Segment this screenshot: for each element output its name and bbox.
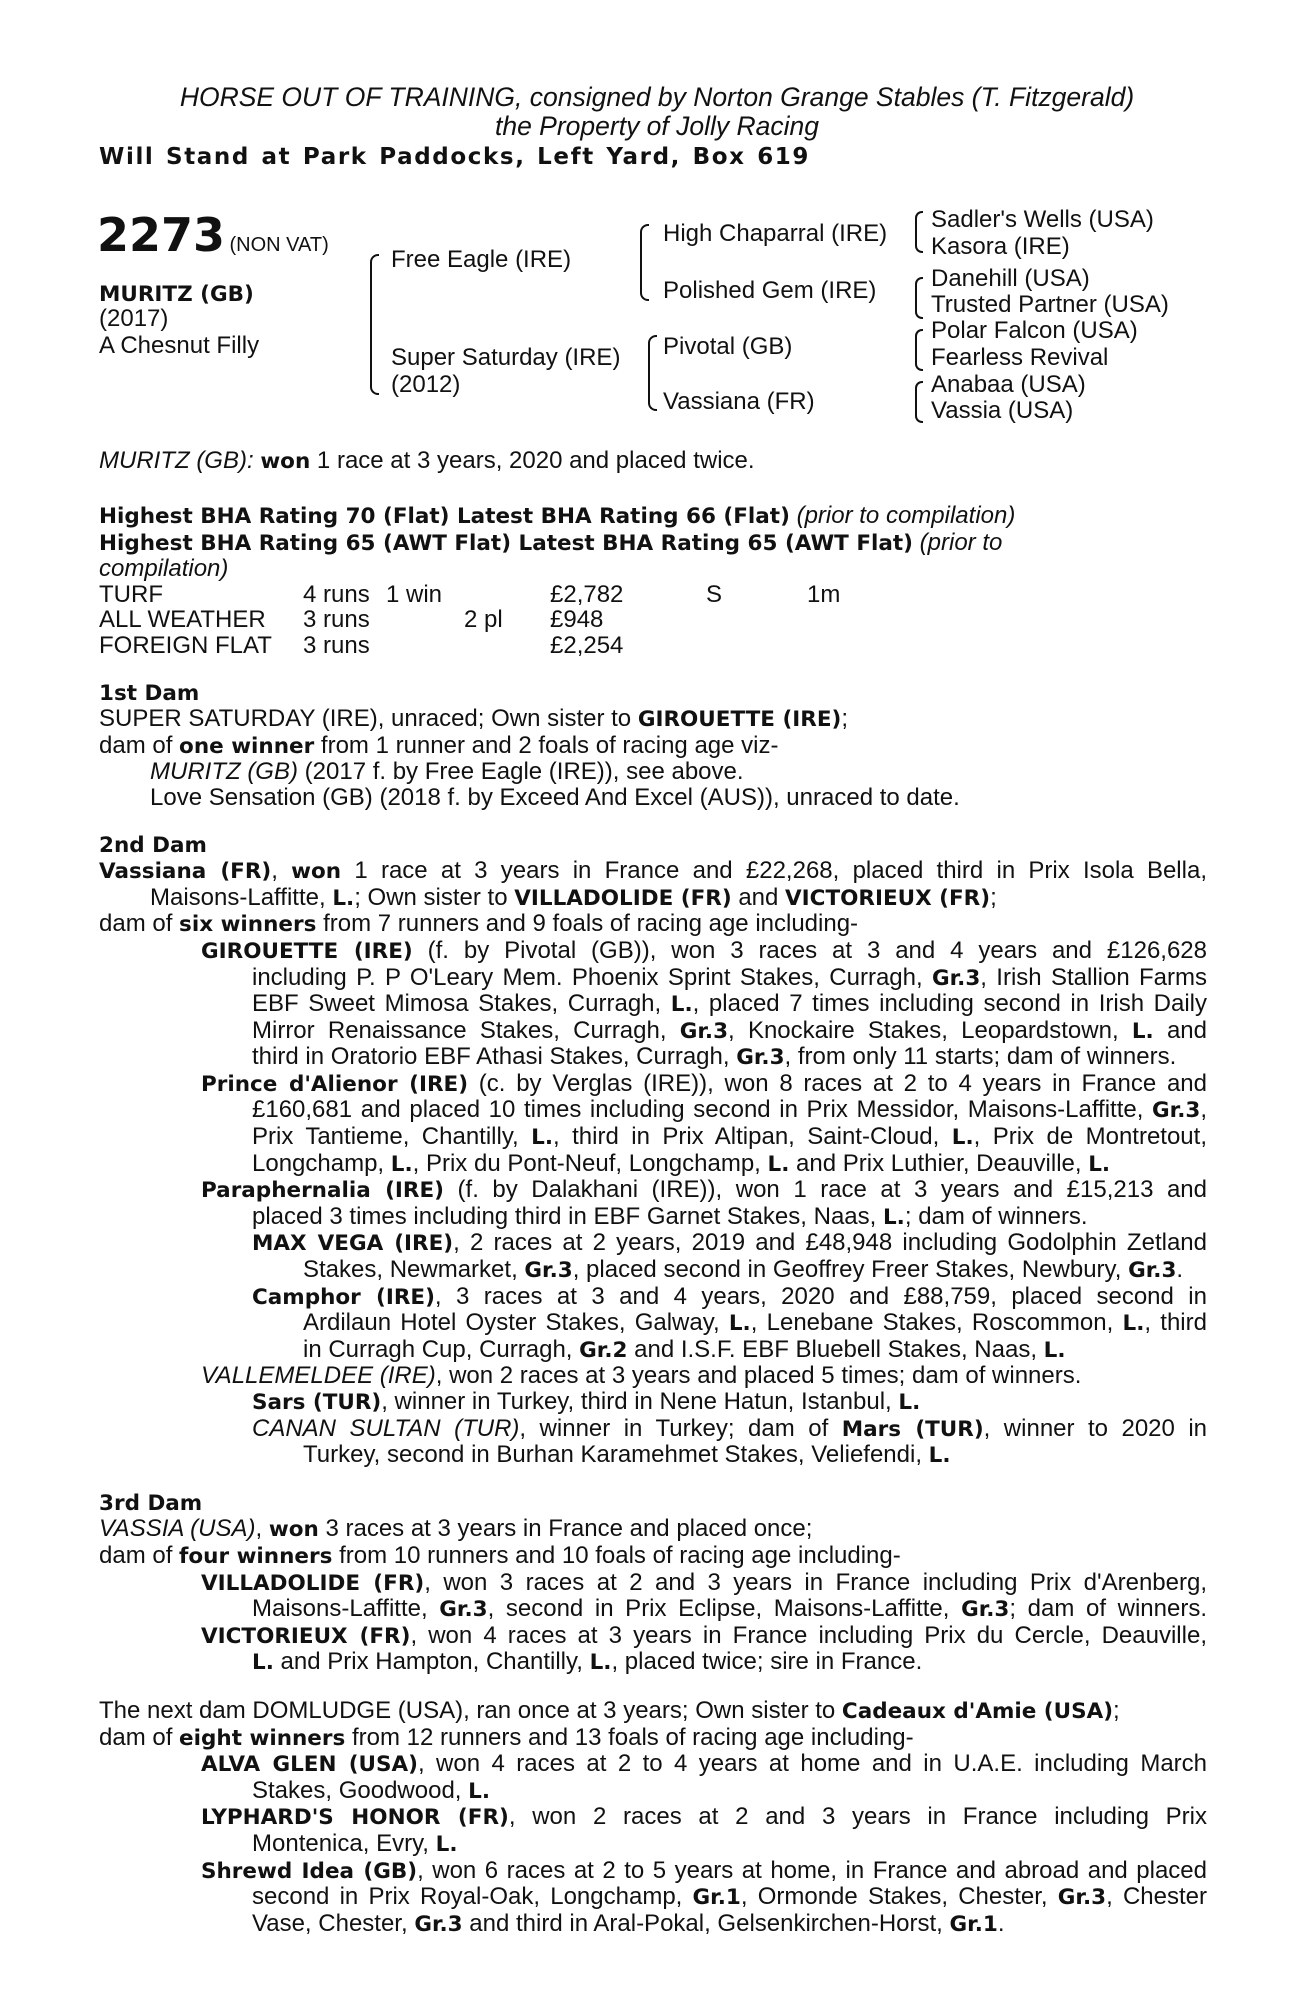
dam3-line: dam of four winners from 10 runners and 10 foals of racing age including-: [99, 1541, 901, 1569]
consignor-line: HORSE OUT OF TRAINING, consigned by Norton Grange Stables (T. Fitzgerald): [179, 82, 1135, 112]
next-dam-line: Vase, Chester, Gr.3 and third in Aral-Pokal, Gelsenkirchen-Horst, Gr.1.: [252, 1909, 1005, 1937]
dam3-line: L. and Prix Hampton, Chantilly, L., placed twice; sire in France.: [252, 1648, 923, 1676]
dam2-line: third in Oratorio EBF Athasi Stakes, Curragh, Gr.3, from only 11 starts; dam of winners.: [252, 1043, 1177, 1071]
dam-brace: [648, 335, 657, 411]
g4-brace: [915, 381, 923, 423]
first-dam-heading: 1st Dam: [99, 680, 200, 706]
g3-brace: [915, 329, 923, 371]
lot-number: 2273: [97, 208, 226, 262]
gen3-4: Trusted Partner (USA): [931, 291, 1169, 318]
dam2-line: including P. P O'Leary Mem. Phoenix Sprint Stakes, Curragh, Gr.3, Irish Stallion Farms: [252, 963, 1208, 991]
property-line: the Property of Jolly Racing: [494, 111, 820, 141]
dam2-line: Prince d'Alienor (IRE) (c. by Verglas (IRE)), won 8 races at 2 to 4 years in France and: [201, 1069, 1208, 1097]
dam-dam: Vassiana (FR): [663, 388, 815, 415]
record-row: TURF 4 runs 1 win £2,782 S 1m: [99, 580, 841, 608]
dam2-line: Camphor (IRE), 3 races at 3 and 4 years, 2020 and £88,759, placed second in: [252, 1282, 1207, 1310]
dam3-line: VILLADOLIDE (FR), won 3 races at 2 and 3 years in France including Prix d'Arenberg,: [201, 1568, 1207, 1596]
dam2-line: Maisons-Laffitte, L.; Own sister to VILLADOLIDE (FR) and VICTORIEUX (FR);: [150, 883, 997, 911]
next-dam-line: Stakes, Goodwood, L.: [252, 1776, 491, 1804]
dam2-line: GIROUETTE (IRE) (f. by Pivotal (GB)), won 3 races at 3 and 4 years and £126,628: [201, 936, 1208, 964]
third-dam-heading: 3rd Dam: [99, 1490, 203, 1516]
gen3-1: Sadler's Wells (USA): [931, 206, 1154, 233]
dam2-line: CANAN SULTAN (TUR), winner in Turkey; dam of Mars (TUR), winner to 2020 in: [252, 1414, 1208, 1442]
g2-brace: [915, 277, 923, 319]
vat-status: (NON VAT): [229, 234, 329, 256]
location-line: Will Stand at Park Paddocks, Left Yard, Box 619: [99, 144, 810, 170]
dam3-line: Maisons-Laffitte, Gr.3, second in Prix Eclipse, Maisons-Laffitte, Gr.3; dam of winners.: [252, 1595, 1207, 1623]
dam2-line: Turkey, second in Burhan Karamehmet Stakes, Veliefendi, L.: [303, 1441, 951, 1469]
gen3-6: Fearless Revival: [931, 344, 1109, 371]
dam2-line: in Curragh Cup, Curragh, Gr.2 and I.S.F. EBF Bluebell Stakes, Naas, L.: [303, 1335, 1066, 1363]
g1-brace: [915, 211, 923, 253]
record-row: FOREIGN FLAT 3 runs £2,254: [99, 631, 624, 659]
dam2-line: dam of six winners from 7 runners and 9 foals of racing age including-: [99, 910, 859, 938]
lot-number-row: [97, 210, 329, 260]
sire-dam-brace: [370, 254, 379, 395]
record-row: ALL WEATHER 3 runs 2 pl £948: [99, 606, 604, 634]
gen3-5: Polar Falcon (USA): [931, 317, 1138, 344]
dam3-line: VASSIA (USA), won 3 races at 3 years in France and placed once;: [99, 1515, 813, 1543]
foaling-year: (2017): [99, 305, 169, 332]
horse-description: A Chesnut Filly: [99, 332, 260, 359]
gen3-8: Vassia (USA): [931, 397, 1074, 424]
rating-line-3: compilation): [99, 555, 229, 583]
dam2-line: Stakes, Newmarket, Gr.3, placed second in Geoffrey Freer Stakes, Newbury, Gr.3.: [303, 1256, 1184, 1284]
dam: Super Saturday (IRE): [391, 344, 621, 371]
race-summary: MURITZ (GB): won 1 race at 3 years, 2020 and placed twice.: [99, 447, 755, 474]
second-dam-heading: 2nd Dam: [99, 832, 207, 858]
gen3-3: Danehill (USA): [931, 265, 1090, 292]
dam1-line: Love Sensation (GB) (2018 f. by Exceed And Excel (AUS)), unraced to date.: [150, 783, 960, 811]
next-dam-line: The next dam DOMLUDGE (USA), ran once at 3 years; Own sister to Cadeaux d'Amie (USA);: [99, 1696, 1120, 1724]
dam2-line: Paraphernalia (IRE) (f. by Dalakhani (IRE)), won 1 race at 3 years and £15,213 and: [201, 1176, 1208, 1204]
rating-line-2: Highest BHA Rating 65 (AWT Flat) Latest BHA Rating 65 (AWT Flat) (prior to: [99, 528, 1003, 556]
dam-year: (2012): [391, 371, 461, 398]
dam-sire: Pivotal (GB): [663, 333, 793, 360]
dam2-line: Longchamp, L., Prix du Pont-Neuf, Longchamp, L. and Prix Luthier, Deauville, L.: [252, 1149, 1111, 1177]
dam2-line: Sars (TUR), winner in Turkey, third in Nene Hatun, Istanbul, L.: [252, 1388, 921, 1415]
dam2-line: placed 3 times including third in EBF Garnet Stakes, Naas, L.; dam of winners.: [252, 1202, 1088, 1230]
race-record-table: [99, 582, 1207, 659]
sire-sire: High Chaparral (IRE): [663, 220, 888, 247]
dam2-line: Vassiana (FR), won 1 race at 3 years in France and £22,268, placed third in Prix Isola Bella,: [99, 857, 1207, 885]
dam1-line: dam of one winner from 1 runner and 2 foals of racing age viz-: [99, 731, 779, 759]
dam2-line: Ardilaun Hotel Oyster Stakes, Galway, L., Lenebane Stakes, Roscommon, L., third: [303, 1309, 1207, 1337]
sire-dam: Polished Gem (IRE): [663, 277, 877, 304]
next-dam-line: second in Prix Royal-Oak, Longchamp, Gr.1, Ormonde Stakes, Chester, Gr.3, Chester: [252, 1883, 1207, 1911]
catalogue-text: [99, 503, 1207, 1937]
dam2-line: MAX VEGA (IRE), 2 races at 2 years, 2019 and £48,948 including Godolphin Zetland: [252, 1229, 1207, 1257]
dam1-line: MURITZ (GB) (2017 f. by Free Eagle (IRE)), see above.: [150, 758, 744, 786]
horse-name: MURITZ (GB): [99, 282, 254, 307]
dam1-line: SUPER SATURDAY (IRE), unraced; Own sister to GIROUETTE (IRE);: [99, 705, 849, 733]
next-dam-line: Shrewd Idea (GB), won 6 races at 2 to 5 years at home, in France and abroad and placed: [201, 1856, 1207, 1884]
dam2-line: Prix Tantieme, Chantilly, L., third in Prix Altipan, Saint-Cloud, L., Prix de Montretout,: [252, 1123, 1207, 1151]
sire-brace: [640, 224, 649, 301]
sire: Free Eagle (IRE): [391, 246, 572, 273]
dam3-line: VICTORIEUX (FR), won 4 races at 3 years in France including Prix du Cercle, Deauville,: [201, 1621, 1207, 1649]
rating-line-1: Highest BHA Rating 70 (Flat) Latest BHA Rating 66 (Flat) (prior to compilation): [99, 502, 1016, 529]
gen3-7: Anabaa (USA): [931, 371, 1086, 398]
dam2-line: Mirror Renaissance Stakes, Curragh, Gr.3, Knockaire Stakes, Leopardstown, L. and: [252, 1016, 1207, 1044]
next-dam-line: ALVA GLEN (USA), won 4 races at 2 to 4 years at home and in U.A.E. including March: [201, 1750, 1208, 1778]
gen3-2: Kasora (IRE): [931, 233, 1070, 260]
next-dam-line: dam of eight winners from 12 runners and 13 foals of racing age including-: [99, 1723, 914, 1751]
next-dam-line: Montenica, Evry, L.: [252, 1829, 458, 1857]
dam2-line: VALLEMELDEE (IRE), won 2 races at 3 years and placed 5 times; dam of winners.: [201, 1362, 1082, 1390]
next-dam-line: LYPHARD'S HONOR (FR), won 2 races at 2 and 3 years in France including Prix: [201, 1803, 1207, 1831]
dam2-line: £160,681 and placed 10 times including second in Prix Messidor, Maisons-Laffitte, Gr.3,: [252, 1096, 1207, 1124]
dam2-line: EBF Sweet Mimosa Stakes, Curragh, L., placed 7 times including second in Irish Daily: [252, 990, 1207, 1018]
